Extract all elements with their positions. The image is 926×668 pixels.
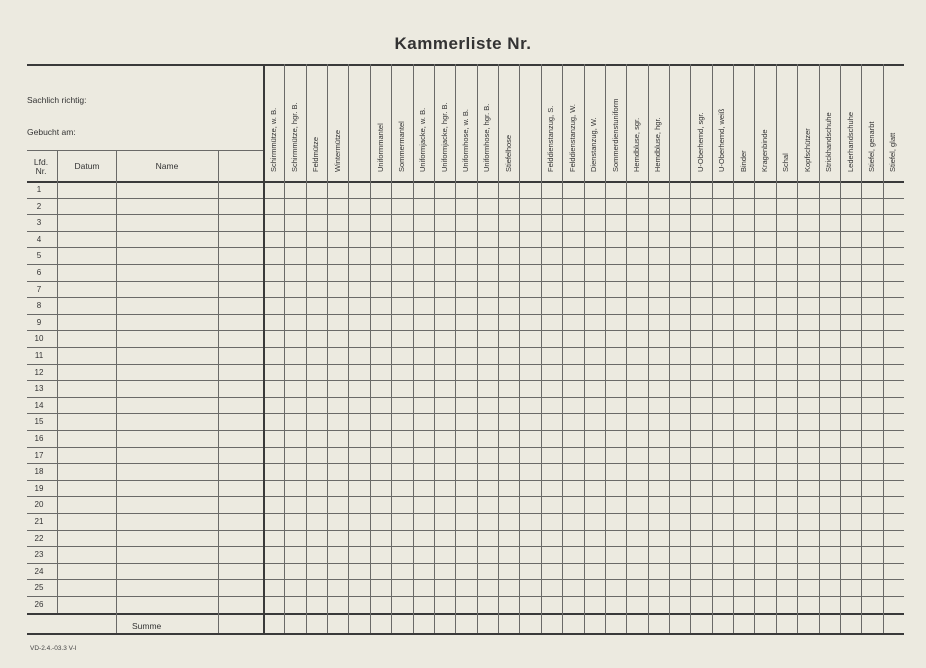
item-column-line: [284, 64, 285, 633]
item-column-line: [669, 64, 670, 633]
row-number: 1: [36, 185, 42, 194]
item-column-header: Dienstanzug, W.: [589, 117, 599, 172]
table-row-line: [27, 247, 904, 248]
item-column-header: U-Oberhemd, weiß: [717, 108, 727, 172]
item-column-line: [690, 64, 691, 633]
item-column-line: [306, 64, 307, 633]
item-column-header: Uniformmantel: [375, 123, 385, 172]
item-column-line: [883, 64, 884, 633]
table-row-line: [27, 380, 904, 381]
table-row-line: [27, 563, 904, 564]
header-top-rule: [27, 64, 904, 66]
item-column-line: [541, 64, 542, 633]
table-row-line: [27, 596, 904, 597]
item-column-header: Uniformhose, w. B.: [460, 109, 470, 172]
table-row-line: [27, 430, 904, 431]
row-number: 7: [36, 284, 42, 294]
table-row-line: [27, 447, 904, 448]
item-column-header: Feldmütze: [311, 136, 321, 172]
item-column-header: Stiefelhose: [503, 134, 513, 172]
item-column-line: [712, 64, 713, 633]
item-column-header: Stiefel, glatt: [888, 132, 898, 172]
item-column-line: [840, 64, 841, 633]
row-number: 22: [34, 533, 44, 543]
sachlich-richtig-label: Sachlich richtig:: [27, 95, 87, 105]
name-extra-divider: [218, 150, 219, 633]
row-number: 26: [34, 600, 44, 609]
item-column-header: Uniformhose, hgr. B.: [482, 103, 492, 172]
item-column-header: Wintermütze: [332, 129, 342, 172]
gebucht-am-label: Gebucht am:: [27, 127, 76, 137]
row-number: 16: [34, 434, 44, 443]
row-number: 21: [34, 517, 44, 526]
row-number: 25: [34, 583, 44, 593]
item-column-line: [584, 64, 585, 633]
row-number: 17: [34, 450, 44, 460]
table-row-line: [27, 397, 904, 398]
lfd-datum-divider: [57, 150, 58, 613]
item-column-header: Stiefel, genarbt: [866, 121, 876, 172]
item-column-header: Sommermantel: [396, 121, 406, 172]
summe-bottom-rule: [27, 633, 904, 635]
item-column-header: Kopfschützer: [802, 128, 812, 172]
item-column-header: Sommerdienstuniform: [610, 98, 620, 172]
item-column-header: Binder: [738, 150, 748, 172]
item-column-header: Strickhandschuhe: [824, 112, 834, 172]
name-header: Name: [155, 161, 179, 171]
item-column-header: Schirmmütze, hgr. B.: [290, 102, 300, 172]
row-number: 5: [36, 251, 42, 261]
table-row-line: [27, 413, 904, 414]
table-row-line: [27, 513, 904, 514]
item-column-line: [327, 64, 328, 633]
table-row-line: [27, 463, 904, 464]
table-row-line: [27, 364, 904, 365]
items-left-border: [263, 64, 265, 633]
nr-header: Nr.: [35, 166, 47, 176]
form-code: VD-2.4.-03.3 V-I: [30, 645, 77, 652]
item-column-header: Schal: [781, 153, 791, 172]
item-column-header: Hemdbluse, hgr.: [653, 117, 663, 172]
table-row-line: [27, 214, 904, 215]
table-row-line: [27, 281, 904, 282]
table-row-line: [27, 530, 904, 531]
item-column-header: Felddienstanzug, S.: [546, 105, 556, 172]
item-column-line: [648, 64, 649, 633]
row-number: 4: [36, 234, 42, 244]
item-column-header: Uniformjacke, w. B.: [418, 107, 428, 172]
item-column-line: [391, 64, 392, 633]
table-row-line: [27, 546, 904, 547]
item-column-line: [733, 64, 734, 633]
row-number: 11: [34, 351, 44, 360]
item-column-line: [348, 64, 349, 633]
item-column-line: [754, 64, 755, 633]
table-row-line: [27, 297, 904, 298]
summe-label: Summe: [132, 621, 162, 631]
table-row-line: [27, 264, 904, 265]
item-column-header: Kragenbinde: [760, 129, 770, 172]
page-title: Kammerliste Nr.: [394, 34, 532, 53]
table-row-line: [27, 314, 904, 315]
row-number: 20: [34, 500, 44, 510]
row-number: 12: [34, 367, 44, 377]
item-column-line: [562, 64, 563, 633]
row-number: 23: [34, 550, 44, 560]
item-column-line: [498, 64, 499, 633]
table-row-line: [27, 330, 904, 331]
item-column-line: [519, 64, 520, 633]
row-number: 13: [34, 384, 44, 394]
datum-header: Datum: [74, 161, 100, 171]
item-column-line: [434, 64, 435, 633]
item-column-line: [477, 64, 478, 633]
table-row-line: [27, 480, 904, 481]
item-column-line: [797, 64, 798, 633]
row-number: 3: [36, 218, 42, 228]
row-number: 18: [34, 467, 44, 477]
item-column-header: U-Oberhemd, sgr.: [696, 112, 706, 172]
item-column-line: [413, 64, 414, 633]
row-number: 9: [36, 317, 42, 327]
item-column-line: [776, 64, 777, 633]
item-column-line: [626, 64, 627, 633]
body-top-rule: [27, 181, 904, 183]
datum-name-divider: [116, 150, 117, 633]
item-column-header: Lederhandschuhe: [845, 111, 855, 172]
header-divider-rule: [27, 150, 263, 151]
item-column-line: [861, 64, 862, 633]
row-number: 8: [36, 301, 42, 311]
table-row-line: [27, 198, 904, 199]
row-number: 14: [34, 400, 44, 410]
table-row-line: [27, 231, 904, 232]
item-column-header: Schirmmütze, w. B.: [268, 107, 278, 172]
row-number: 10: [34, 334, 44, 344]
lfd-header: Lfd.: [33, 157, 49, 167]
table-row-line: [27, 579, 904, 580]
row-number: 2: [36, 201, 42, 211]
row-number: 6: [36, 268, 42, 277]
table-row-line: [27, 496, 904, 497]
row-number: 15: [34, 417, 44, 427]
item-column-line: [455, 64, 456, 633]
item-column-header: Hemdbluse, sgr.: [631, 117, 641, 172]
item-column-line: [819, 64, 820, 633]
item-column-header: Felddienstanzug, W.: [567, 104, 577, 172]
item-column-line: [605, 64, 606, 633]
item-column-header: Uniformjacke, hgr. B.: [439, 102, 449, 172]
item-column-line: [370, 64, 371, 633]
row-number: 24: [34, 566, 44, 576]
table-row-line: [27, 347, 904, 348]
row-number: 19: [34, 483, 44, 493]
body-bottom-rule: [27, 613, 904, 615]
